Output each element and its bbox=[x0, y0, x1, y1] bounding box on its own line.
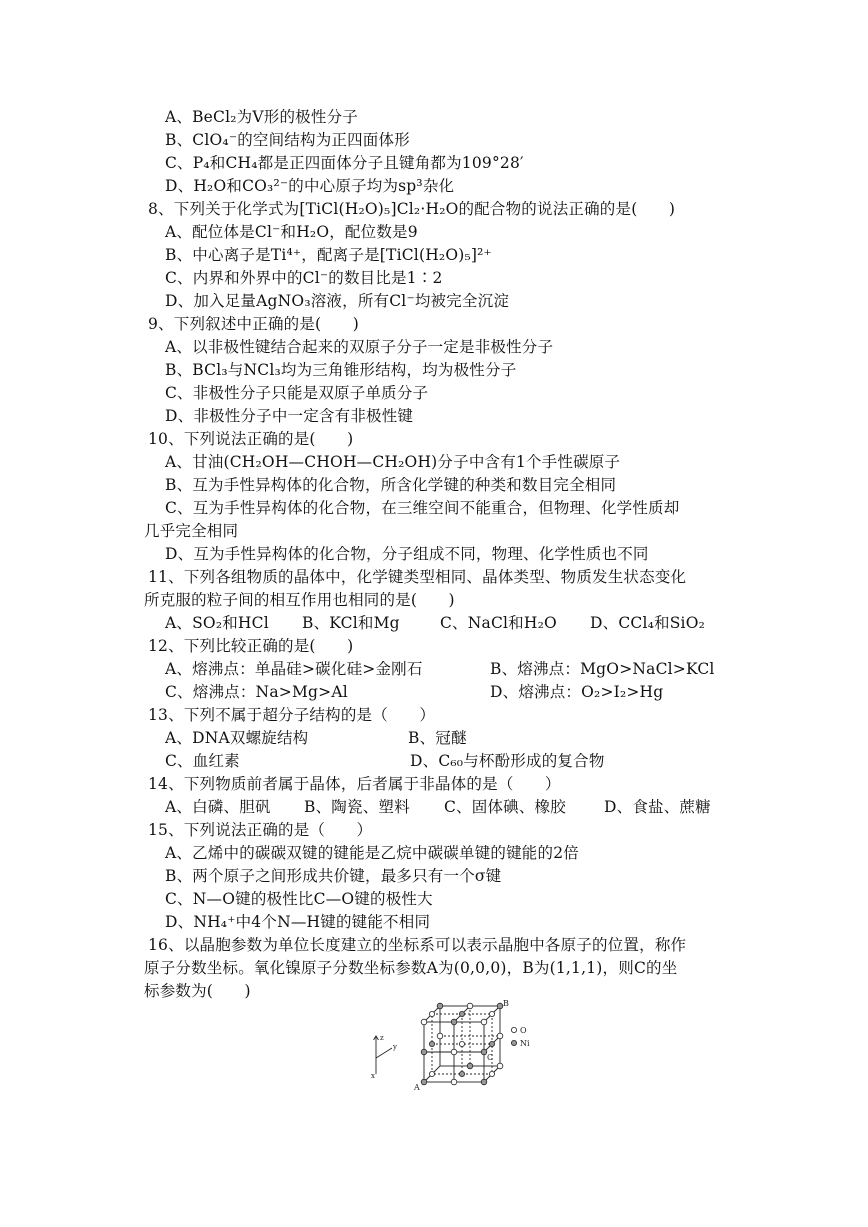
q10-option-c-line1: C、互为手性异构体的化合物，在三维空间不能重合，但物理、化学性质却 bbox=[165, 499, 680, 517]
legend bbox=[511, 1026, 530, 1048]
q12-option-c: C、熔沸点：Na>Mg>Al bbox=[165, 683, 348, 701]
q7-option-c: C、P₄和CH₄都是正四面体分子且键角都为109°28′ bbox=[165, 154, 524, 172]
q8-stem: 8、下列关于化学式为[TiCl(H₂O)₅]Cl₂·H₂O的配合物的说法正确的是( ) bbox=[148, 200, 676, 218]
q7-option-b: B、ClO₄⁻的空间结构为正四面体形 bbox=[165, 131, 410, 149]
q14-option-a: A、白磷、胆矾 bbox=[165, 798, 271, 816]
q12-option-a: A、熔沸点：单晶硅>碳化硅>金刚石 bbox=[165, 660, 423, 678]
q14-option-d: D、食盐、蔗糖 bbox=[604, 798, 711, 816]
legend-o-label: O bbox=[520, 1026, 527, 1035]
q13-stem: 13、下列不属于超分子结构的是（ ） bbox=[148, 706, 436, 724]
q11-option-d: D、CCl₄和SiO₂ bbox=[590, 614, 706, 632]
q11-stem-line2: 所克服的粒子间的相互作用也相同的是( ) bbox=[144, 591, 455, 609]
q15-option-c: C、N—O键的极性比C—O键的极性大 bbox=[165, 890, 433, 908]
q13-option-b: B、冠醚 bbox=[408, 729, 467, 747]
q8-option-a: A、配位体是Cl⁻和H₂O，配位数是9 bbox=[165, 223, 418, 241]
q15-option-b: B、两个原子之间形成共价键，最多只有一个σ键 bbox=[165, 867, 502, 885]
axis-z-label: z bbox=[380, 1034, 384, 1042]
q8-option-d: D、加入足量AgNO₃溶液，所有Cl⁻均被完全沉淀 bbox=[165, 292, 510, 310]
point-c-label: C bbox=[487, 1053, 494, 1062]
q10-option-c-line2: 几乎完全相同 bbox=[144, 522, 239, 540]
point-b-label: B bbox=[503, 999, 509, 1008]
legend-o-marker bbox=[511, 1027, 516, 1032]
q9-option-d: D、非极性分子中一定含有非极性键 bbox=[165, 407, 414, 425]
q16-stem-line2: 原子分数坐标。氧化镍原子分数坐标参数A为(0,0,0)，B为(1,1,1)，则C的坐 bbox=[144, 959, 678, 977]
atoms bbox=[421, 1003, 503, 1085]
q16-stem-line1: 16、以晶胞参数为单位长度建立的坐标系可以表示晶胞中各原子的位置，称作 bbox=[148, 936, 687, 954]
legend-ni-label: Ni bbox=[520, 1039, 530, 1048]
q12-stem: 12、下列比较正确的是( ) bbox=[148, 637, 354, 655]
axis-y-label: y bbox=[393, 1043, 397, 1051]
q9-option-a: A、以非极性键结合起来的双原子分子一定是非极性分子 bbox=[165, 338, 554, 356]
q7-option-d: D、H₂O和CO₃²⁻的中心原子均为sp³杂化 bbox=[165, 177, 455, 195]
q11-stem-line1: 11、下列各组物质的晶体中，化学键类型相同、晶体类型、物质发生状态变化 bbox=[148, 568, 687, 586]
q13-option-a: A、DNA双螺旋结构 bbox=[165, 729, 309, 747]
q8-option-c: C、内界和外界中的Cl⁻的数目比是1∶2 bbox=[165, 269, 443, 287]
q9-option-c: C、非极性分子只能是双原子单质分子 bbox=[165, 384, 429, 402]
nickel-oxide-unit-cell-figure bbox=[360, 992, 550, 1092]
q11-option-c: C、NaCl和H₂O bbox=[440, 614, 557, 632]
q11-option-b: B、KCl和Mg bbox=[302, 614, 400, 632]
q10-option-d: D、互为手性异构体的化合物，分子组成不同，物理、化学性质也不同 bbox=[165, 545, 649, 563]
q10-option-b: B、互为手性异构体的化合物，所含化学键的种类和数目完全相同 bbox=[165, 476, 617, 494]
q14-option-c: C、固体碘、橡胶 bbox=[444, 798, 566, 816]
legend-ni-marker bbox=[511, 1040, 516, 1045]
q16-stem-line3: 标参数为( ) bbox=[144, 982, 251, 1000]
axis-x-label: x bbox=[371, 1072, 375, 1080]
point-a-label: A bbox=[414, 1083, 420, 1092]
q13-option-d: D、C₆₀与杯酚形成的复合物 bbox=[410, 752, 605, 770]
q11-option-a: A、SO₂和HCl bbox=[165, 614, 269, 632]
q15-option-a: A、乙烯中的碳碳双键的键能是乙烷中碳碳单键的键能的2倍 bbox=[165, 844, 579, 862]
q9-stem: 9、下列叙述中正确的是( ) bbox=[148, 315, 359, 333]
q14-option-b: B、陶瓷、塑料 bbox=[304, 798, 410, 816]
q12-option-b: B、熔沸点：MgO>NaCl>KCl bbox=[490, 660, 715, 678]
q14-stem: 14、下列物质前者属于晶体，后者属于非晶体的是（ ） bbox=[148, 775, 561, 793]
q10-stem: 10、下列说法正确的是( ) bbox=[148, 430, 354, 448]
q12-option-d: D、熔沸点：O₂>I₂>Hg bbox=[490, 683, 664, 701]
q13-option-c: C、血红素 bbox=[165, 752, 240, 770]
q15-option-d: D、NH₄⁺中4个N—H键的键能不相同 bbox=[165, 913, 431, 931]
q15-stem: 15、下列说法正确的是（ ） bbox=[148, 821, 373, 839]
q8-option-b: B、中心离子是Ti⁴⁺，配离子是[TiCl(H₂O)₅]²⁺ bbox=[165, 246, 492, 264]
q9-option-b: B、BCl₃与NCl₃均为三角锥形结构，均为极性分子 bbox=[165, 361, 517, 379]
q7-option-a: A、BeCl₂为V形的极性分子 bbox=[165, 108, 358, 126]
q10-option-a: A、甘油(CH₂OH—CHOH—CH₂OH)分子中含有1个手性碳原子 bbox=[165, 453, 621, 471]
